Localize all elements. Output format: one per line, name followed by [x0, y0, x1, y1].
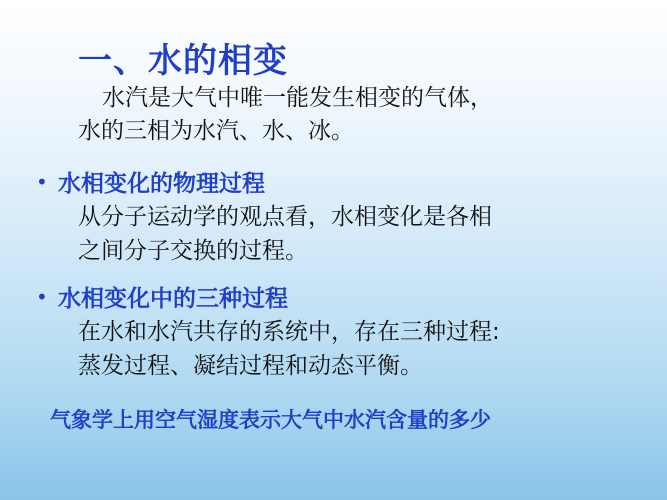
bullet-2-body-line-2: 蒸发过程、凝结过程和动态平衡。	[78, 352, 423, 379]
slide-title: 一、水的相变	[78, 41, 288, 81]
intro-line-2: 水的三相为水汽、水、冰。	[78, 118, 354, 145]
bullet-dot-icon: •	[36, 285, 48, 309]
intro-paragraph	[78, 82, 638, 149]
bullet-2-body	[78, 316, 644, 383]
bullet-1-body	[78, 201, 644, 268]
footnote-text: 气象学上用空气湿度表示大气中水汽含量的多少	[50, 408, 491, 432]
bullet-1-heading-row	[34, 168, 644, 201]
intro-line-1: 水汽是大气中唯一能发生相变的气体，	[102, 85, 493, 111]
bullet-dot-icon: •	[36, 170, 48, 194]
bullet-block-1	[34, 168, 644, 268]
bullet-2-body-line-1: 在水和水汽共存的系统中，存在三种过程:	[78, 319, 500, 346]
bullet-1-body-line-2: 之间分子交换的过程。	[78, 237, 308, 264]
bullet-2-heading-row	[34, 283, 644, 316]
bullet-1-body-line-1: 从分子运动学的观点看，水相变化是各相	[78, 204, 492, 231]
bullet-2-heading: 水相变化中的三种过程	[58, 286, 288, 312]
bullet-block-2	[34, 283, 644, 383]
bullet-1-heading: 水相变化的物理过程	[58, 171, 265, 197]
